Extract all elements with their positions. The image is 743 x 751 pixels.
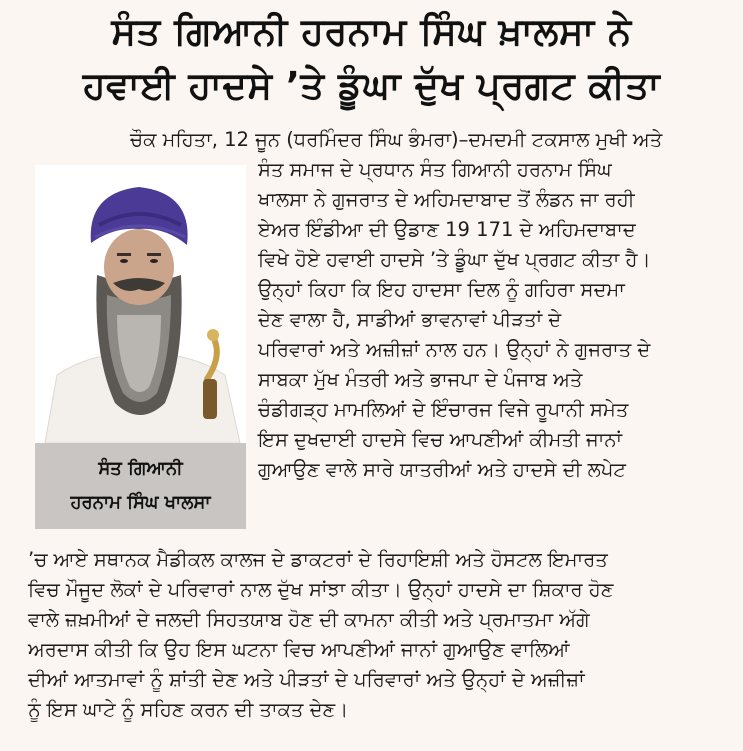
- headline-line-2: ਹਵਾਈ ਹਾਦਸੇ ’ਤੇ ਡੂੰਘਾ ਦੁੱਖ ਪ੍ਰਗਟ ਕੀਤਾ: [82, 64, 661, 107]
- portrait-illustration: [35, 165, 246, 443]
- body-line: ਦੇਣ ਵਾਲਾ ਹੈ, ਸਾਡੀਆਂ ਭਾਵਨਾਵਾਂ ਪੀੜਤਾਂ ਦੇ: [258, 308, 562, 331]
- body-line: ਖਾਲਸਾ ਨੇ ਗੁਜਰਾਤ ਦੇ ਅਹਿਮਦਾਬਾਦ ਤੋਂ ਲੰਡਨ ਜਾ ਰਹੀ: [258, 188, 635, 211]
- body-line: ਪਰਿਵਾਰਾਂ ਅਤੇ ਅਜ਼ੀਜ਼ਾਂ ਨਾਲ ਹਨ। ਉਨ੍ਹਾਂ ਨੇ ਗੁਜਰਾਤ ਦੇ: [258, 338, 651, 361]
- body-line-dateline: ਚੌਕ ਮਹਿਤਾ, 12 ਜੂਨ (ਧਰਮਿੰਦਰ ਸਿੰਘ ਭੰਮਰਾ)–ਦਮਦਮੀ ਟਕਸਾਲ ਮੁਖੀ ਅਤੇ: [130, 128, 663, 151]
- body-line: ਏਅਰ ਇੰਡੀਆ ਦੀ ਉਡਾਣ 19 171 ਦੇ ਅਹਿਮਦਾਬਾਦ: [258, 218, 636, 241]
- body-line: ਸੰਤ ਸਮਾਜ ਦੇ ਪ੍ਰਧਾਨ ਸੰਤ ਗਿਆਨੀ ਹਰਨਾਮ ਸਿੰਘ: [258, 158, 612, 181]
- body-line: ਵਿਚ ਮੌਜੂਦ ਲੋਕਾਂ ਦੇ ਪਰਿਵਾਰਾਂ ਨਾਲ ਦੁੱਖ ਸਾਂਝਾ ਕੀਤਾ। ਉਨ੍ਹਾਂ ਹਾਦਸੇ ਦਾ ਸ਼ਿਕਾਰ ਹੋਣ: [28, 578, 614, 601]
- caption-line-2: ਹਰਨਾਮ ਸਿੰਘ ਖਾਲਸਾ: [70, 492, 211, 513]
- headline-line-1: ਸੰਤ ਗਿਆਨੀ ਹਰਨਾਮ ਸਿੰਘ ਖ਼ਾਲਸਾ ਨੇ: [111, 10, 632, 53]
- body-line: ਵਿਖੇ ਹੋਏ ਹਵਾਈ ਹਾਦਸੇ ’ਤੇ ਡੂੰਘਾ ਦੁੱਖ ਪ੍ਰਗਟ ਕੀਤਾ ਹੈ।: [258, 248, 651, 271]
- body-line: ਗੁਆਉਣ ਵਾਲੇ ਸਾਰੇ ਯਾਤਰੀਆਂ ਅਤੇ ਹਾਦਸੇ ਦੀ ਲਪੇਟ: [258, 458, 626, 481]
- portrait-photo: [35, 165, 246, 443]
- photo-caption: [35, 443, 246, 529]
- body-line: ਇਸ ਦੁਖਦਾਈ ਹਾਦਸੇ ਵਿਚ ਆਪਣੀਆਂ ਕੀਮਤੀ ਜਾਨਾਂ: [258, 428, 623, 451]
- body-line: ਵਾਲੇ ਜ਼ਖ਼ਮੀਆਂ ਦੇ ਜਲਦੀ ਸਿਹਤਯਾਬ ਹੋਣ ਦੀ ਕਾਮਨਾ ਕੀਤੀ ਅਤੇ ਪ੍ਰਮਾਤਮਾ ਅੱਗੇ: [28, 608, 590, 631]
- caption-line-1: ਸੰਤ ਗਿਆਨੀ: [98, 458, 183, 479]
- body-line: ਉਨ੍ਹਾਂ ਕਿਹਾ ਕਿ ਇਹ ਹਾਦਸਾ ਦਿਲ ਨੂੰ ਗਹਿਰਾ ਸਦਮਾ: [258, 278, 625, 301]
- body-line: ਅਰਦਾਸ ਕੀਤੀ ਕਿ ਉਹ ਇਸ ਘਟਨਾ ਵਿਚ ਆਪਣੀਆਂ ਜਾਨਾਂ ਗੁਆਉਣ ਵਾਲਿਆਂ: [28, 638, 570, 661]
- body-line: ’ਚ ਆਏ ਸਥਾਨਕ ਮੈਡੀਕਲ ਕਾਲਜ ਦੇ ਡਾਕਟਰਾਂ ਦੇ ਰਿਹਾਇਸ਼ੀ ਅਤੇ ਹੋਸਟਲ ਇਮਾਰਤ: [28, 548, 608, 571]
- body-line: ਚੰਡੀਗੜ੍ਹ ਮਾਮਲਿਆਂ ਦੇ ਇੰਚਾਰਜ ਵਿਜੇ ਰੂਪਾਨੀ ਸਮੇਤ: [258, 398, 629, 421]
- body-line: ਦੀਆਂ ਆਤਮਾਵਾਂ ਨੂੰ ਸ਼ਾਂਤੀ ਦੇਣ ਅਤੇ ਪੀੜਤਾਂ ਦੇ ਪਰਿਵਾਰਾਂ ਅਤੇ ਉਨ੍ਹਾਂ ਦੇ ਅਜ਼ੀਜ਼ਾਂ: [28, 668, 585, 691]
- body-line: ਨੂੰ ਇਸ ਘਾਟੇ ਨੂੰ ਸਹਿਣ ਕਰਨ ਦੀ ਤਾਕਤ ਦੇਣ।: [28, 698, 349, 721]
- body-line: ਸਾਬਕਾ ਮੁੱਖ ਮੰਤਰੀ ਅਤੇ ਭਾਜਪਾ ਦੇ ਪੰਜਾਬ ਅਤੇ: [258, 368, 583, 391]
